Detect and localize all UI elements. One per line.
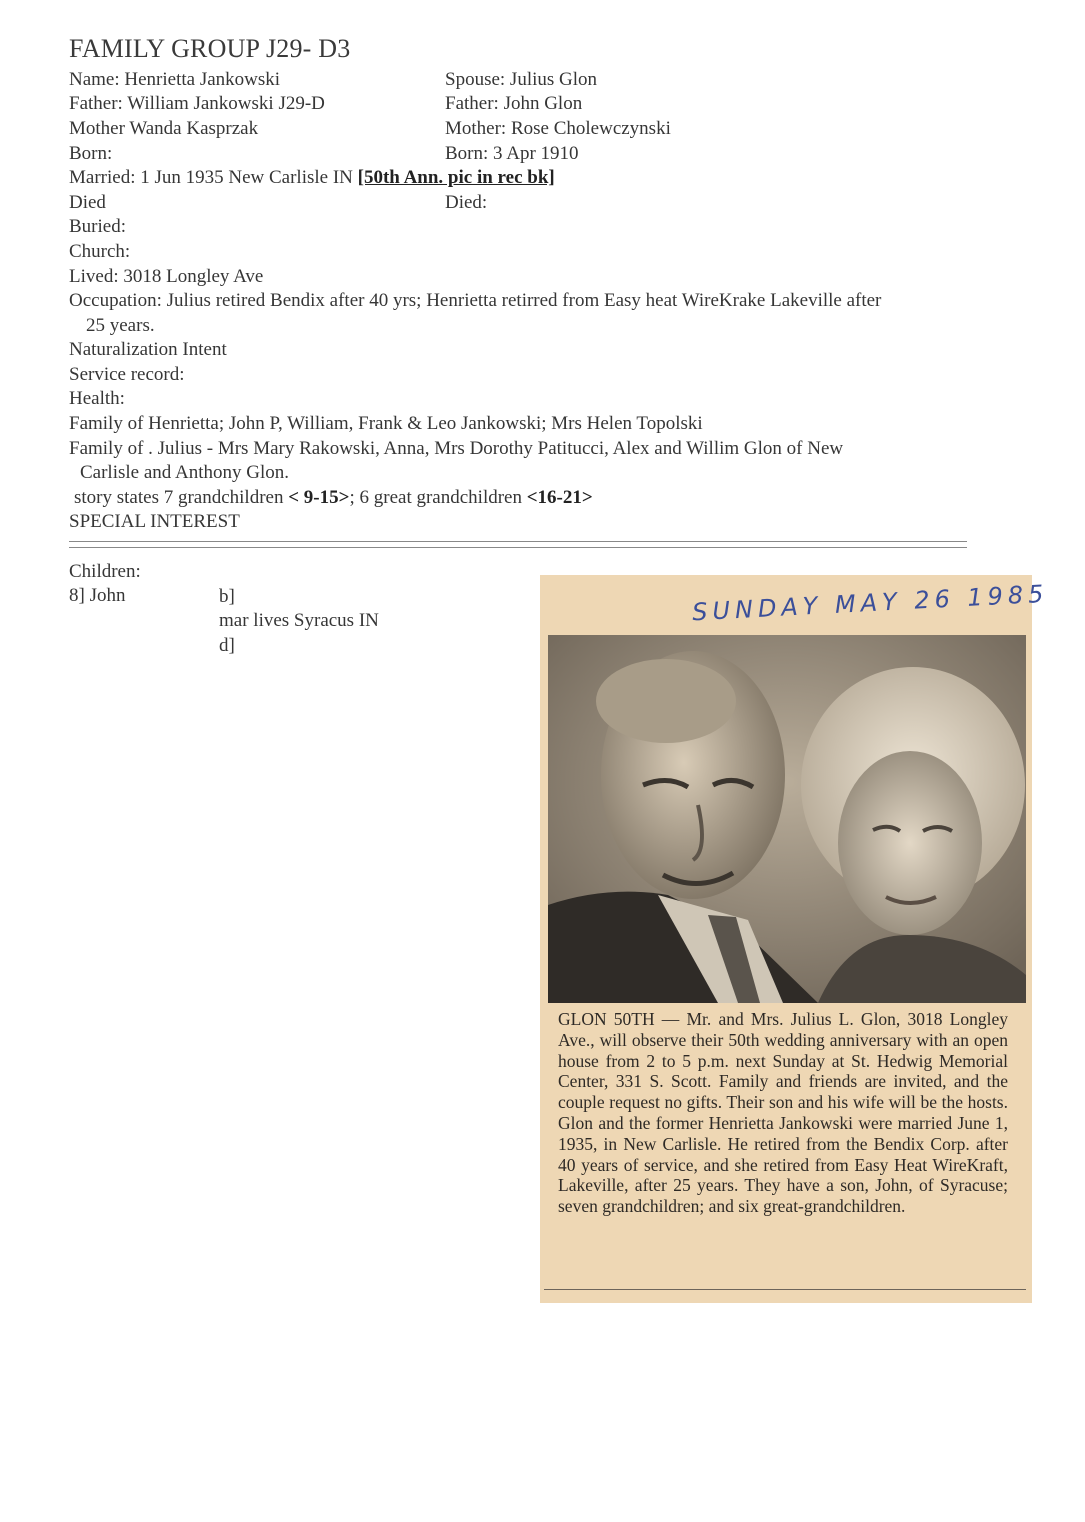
- spouse-father-field: Father: John Glon: [445, 93, 583, 114]
- child-born-label: b]: [219, 586, 235, 607]
- story-text-c: ; 6 great grandchildren: [349, 487, 527, 508]
- father-field: Father: William Jankowski J29-D: [69, 93, 325, 114]
- great-grandchildren-range: <16-21>: [526, 487, 593, 508]
- special-interest-heading: SPECIAL INTEREST: [69, 511, 240, 532]
- grandchildren-range: < 9-15>: [288, 487, 350, 508]
- occupation-continued: 25 years.: [86, 315, 155, 336]
- newspaper-clipping: [540, 575, 1050, 1303]
- clipping-bottom-rule: [544, 1289, 1026, 1290]
- naturalization-field: Naturalization Intent: [69, 339, 227, 360]
- double-rule-divider: [69, 541, 967, 548]
- family-julius-field: Family of . Julius - Mrs Mary Rakowski, Anna, Mrs Dorothy Patitucci, Alex and Willim Glon of New: [69, 438, 844, 459]
- spouse-born-field: Born: 3 Apr 1910: [445, 143, 579, 164]
- child-married-note: mar lives Syracus IN: [219, 610, 379, 631]
- buried-field: Buried:: [69, 216, 126, 237]
- service-record-field: Service record:: [69, 364, 185, 385]
- couple-photo-illustration: [548, 635, 1026, 1003]
- occupation-field: Occupation: Julius retired Bendix after 40 yrs; Henrietta retirred from Easy heat WireKrake Lakeville after: [69, 290, 882, 311]
- family-julius-continued: Carlisle and Anthony Glon.: [80, 462, 289, 483]
- married-text: Married: 1 Jun 1935 New Carlisle IN: [69, 167, 358, 188]
- children-label: Children:: [69, 561, 141, 582]
- handwritten-date: SUNDAY MAY 26 1985: [691, 579, 1050, 627]
- church-field: Church:: [69, 241, 131, 262]
- name-field: Name: Henrietta Jankowski: [69, 69, 281, 90]
- mother-field: Mother Wanda Kasprzak: [69, 118, 259, 139]
- died-field: Died: [69, 192, 106, 213]
- page-title: FAMILY GROUP J29- D3: [69, 34, 351, 63]
- married-field: [69, 166, 555, 190]
- clipping-caption: GLON 50TH — Mr. and Mrs. Julius L. Glon, 3018 Longley Ave., will observe their 50th wedding anniversary with an open house from 2 to 5 p.m. next Sunday at St. Hedwig Memorial Center, 331 S. Scott. Family and friends are invited, and the couple request no gifts. Their son and his wife will be the hosts. Glon and the former Henrietta Jankowski were married June 1, 1935, in New Carlisle. He retired from the Bendix Corp. after 40 years of service, and she retired from Easy Heat WireKraft, Lakeville, after 25 years. They have a son, John, of Syracuse; seven grandchildren; and six great-grandchildren.: [558, 1009, 1008, 1217]
- child-entry: 8] John: [69, 585, 126, 606]
- married-annotation: [50th Ann. pic in rec bk]: [357, 167, 555, 188]
- couple-photo: [548, 635, 1026, 1003]
- story-text-a: story states 7 grandchildren: [74, 487, 289, 508]
- story-note: [74, 486, 593, 510]
- born-field: Born:: [69, 143, 113, 164]
- health-field: Health:: [69, 388, 125, 409]
- child-died-label: d]: [219, 635, 235, 656]
- lived-field: Lived: 3018 Longley Ave: [69, 266, 264, 287]
- family-henrietta-field: Family of Henrietta; John P, William, Frank & Leo Jankowski; Mrs Helen Topolski: [69, 413, 703, 434]
- spouse-field: Spouse: Julius Glon: [445, 69, 598, 90]
- spouse-mother-field: Mother: Rose Cholewczynski: [445, 118, 671, 139]
- spouse-died-field: Died:: [445, 192, 488, 213]
